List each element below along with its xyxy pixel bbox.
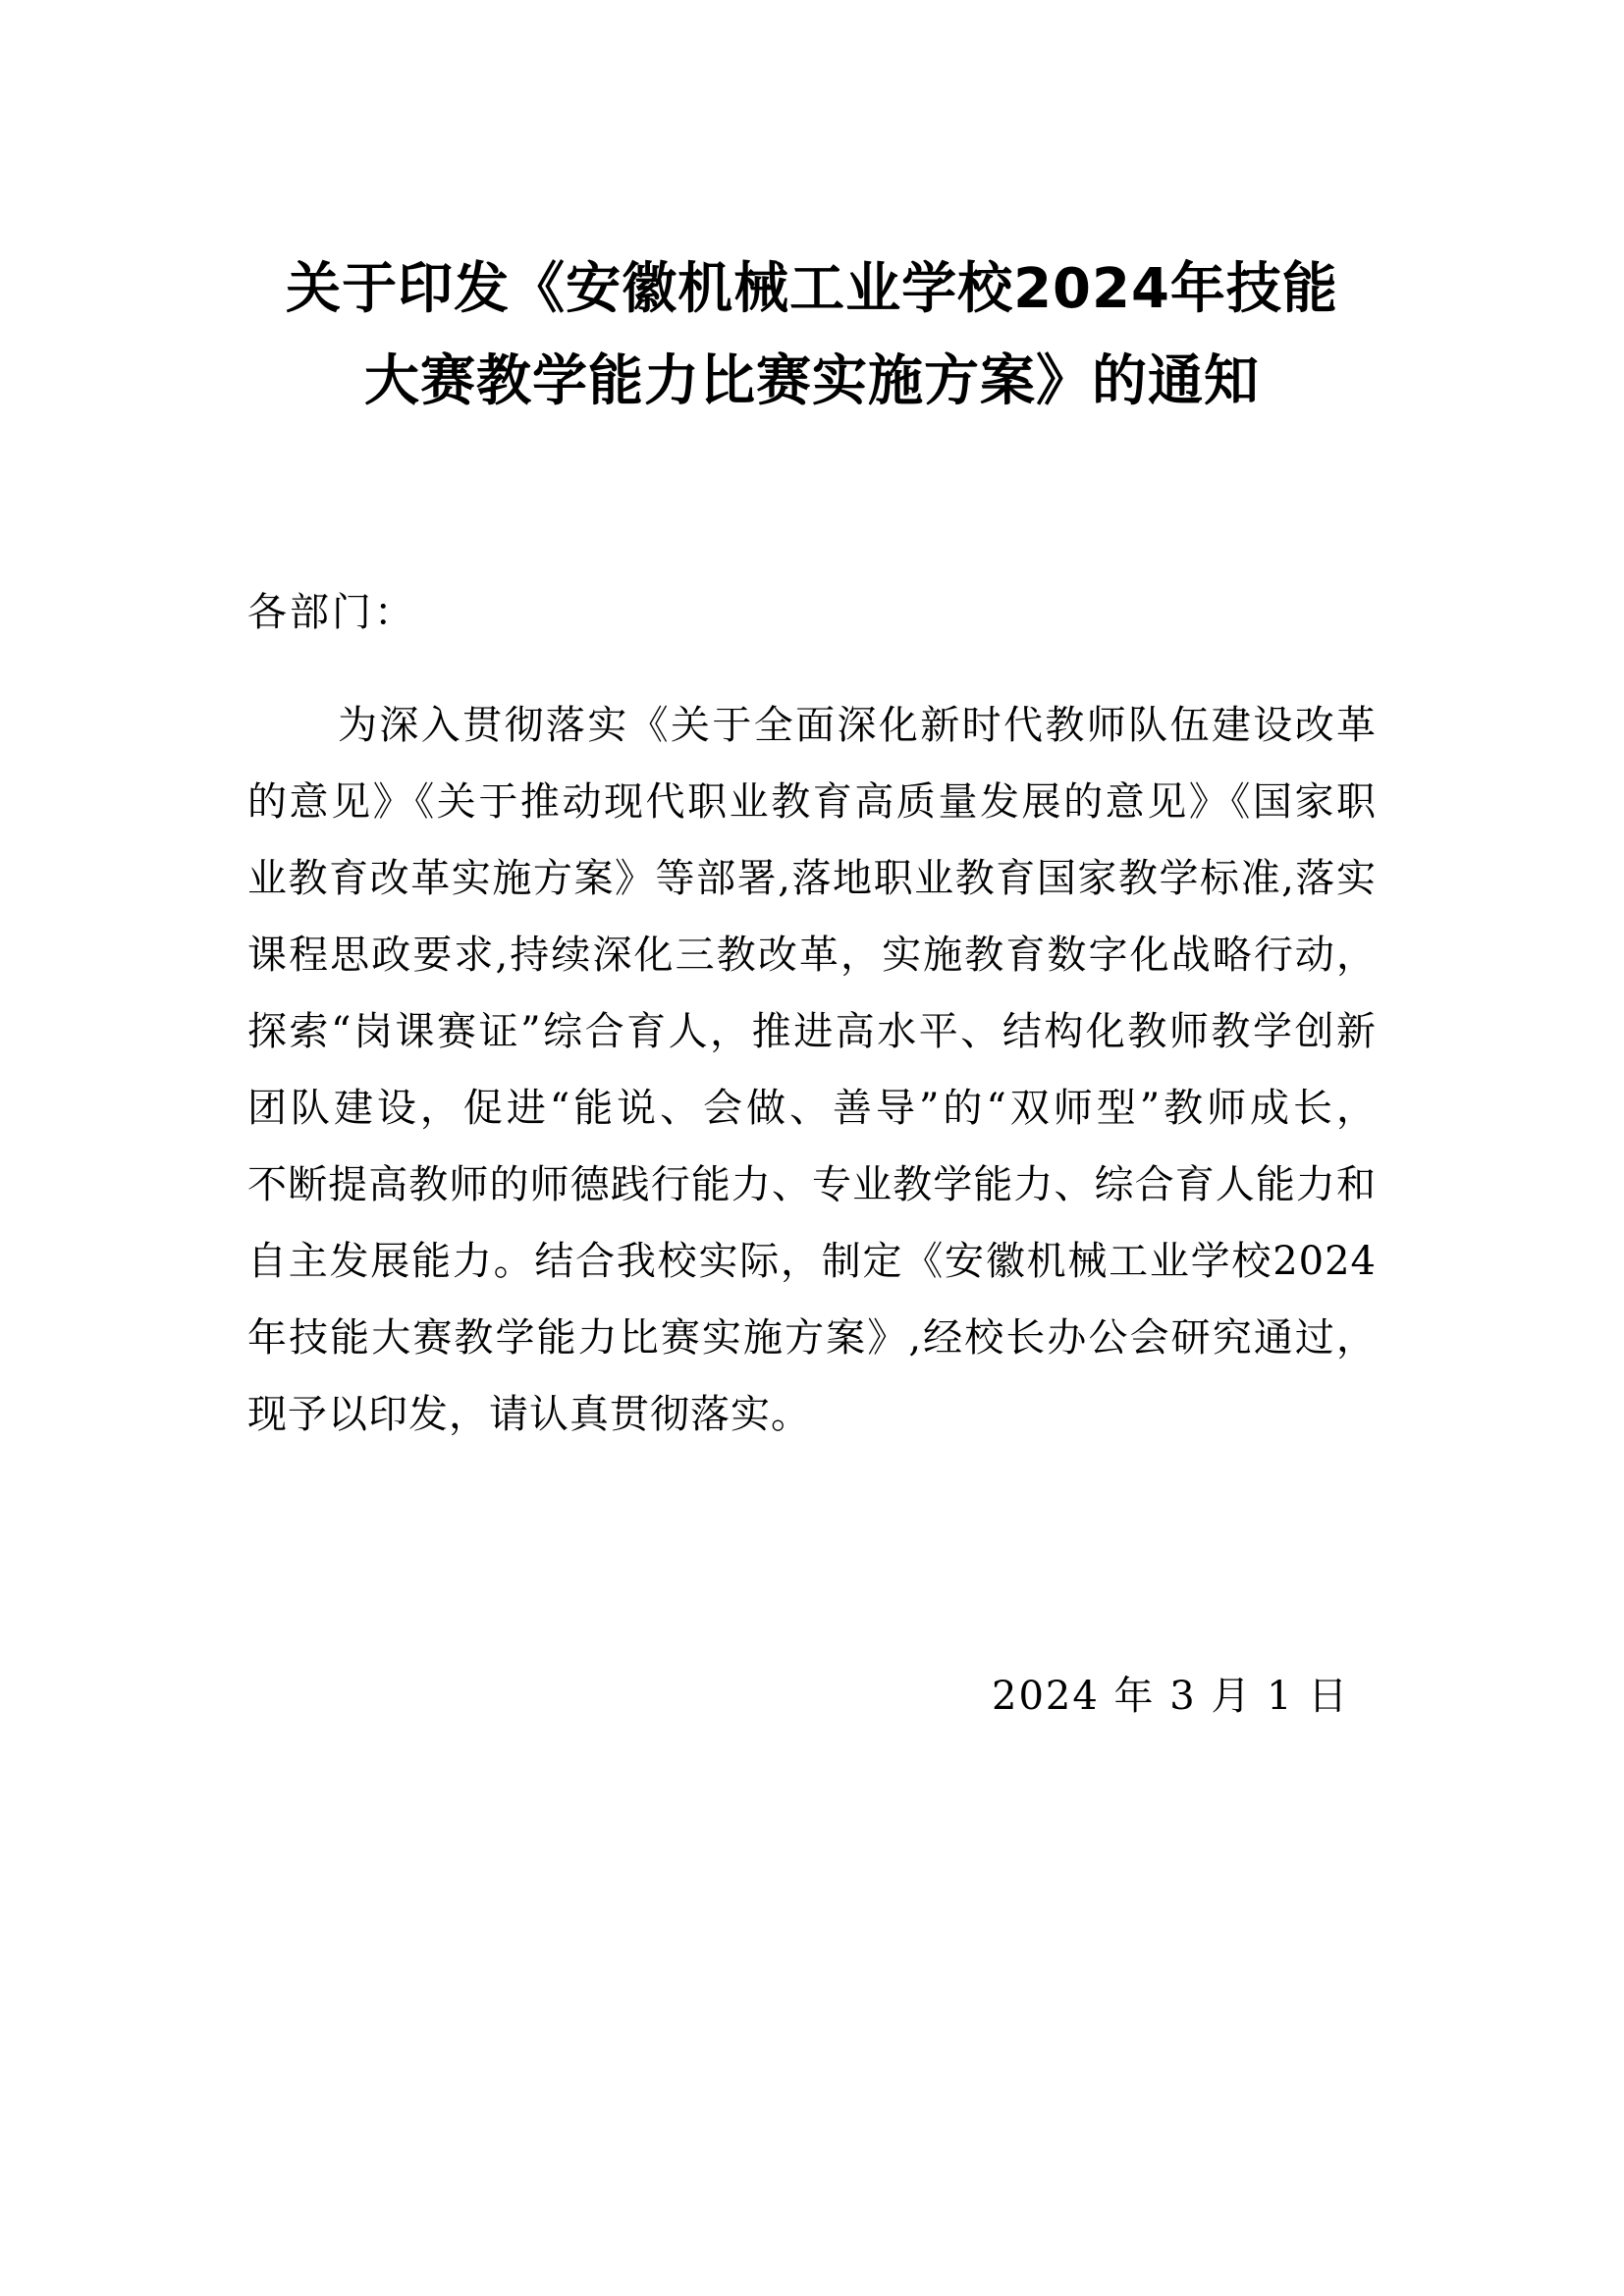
body-line: 探索“岗课赛证”综合育人，推进高水平、结构化教师教学创新 <box>247 1009 1377 1054</box>
salutation: 各部门： <box>247 590 416 635</box>
body-line: 课程思政要求,持续深化三教改革，实施教育数字化战略行动， <box>247 933 1377 978</box>
document-date: 2024 年 3 月 1 日 <box>992 1674 1350 1719</box>
title-line-2: 大赛教学能力比赛实施方案》的通知 <box>364 349 1260 413</box>
title-line-1: 关于印发《安徽机械工业学校2024年技能 <box>286 257 1338 321</box>
body-line: 业教育改革实施方案》等部署,落地职业教育国家教学标准,落实 <box>247 856 1377 901</box>
body-line: 为深入贯彻落实《关于全面深化新时代教师队伍建设改革 <box>338 703 1377 748</box>
body-line: 的意见》《关于推动现代职业教育高质量发展的意见》《国家职 <box>247 779 1377 825</box>
document-title <box>236 243 1388 428</box>
body-line: 年技能大赛教学能力比赛实施方案》,经校长办公会研究通过， <box>247 1315 1377 1361</box>
body-line: 不断提高教师的师德践行能力、专业教学能力、综合育人能力和 <box>247 1162 1377 1207</box>
body-line: 现予以印发，请认真贯彻落实。 <box>247 1392 811 1437</box>
body-line: 团队建设，促进“能说、会做、善导”的“双师型”教师成长， <box>247 1086 1377 1131</box>
body-paragraph <box>247 687 1377 1453</box>
body-line: 自主发展能力。结合我校实际，制定《安徽机械工业学校2024 <box>247 1239 1377 1284</box>
